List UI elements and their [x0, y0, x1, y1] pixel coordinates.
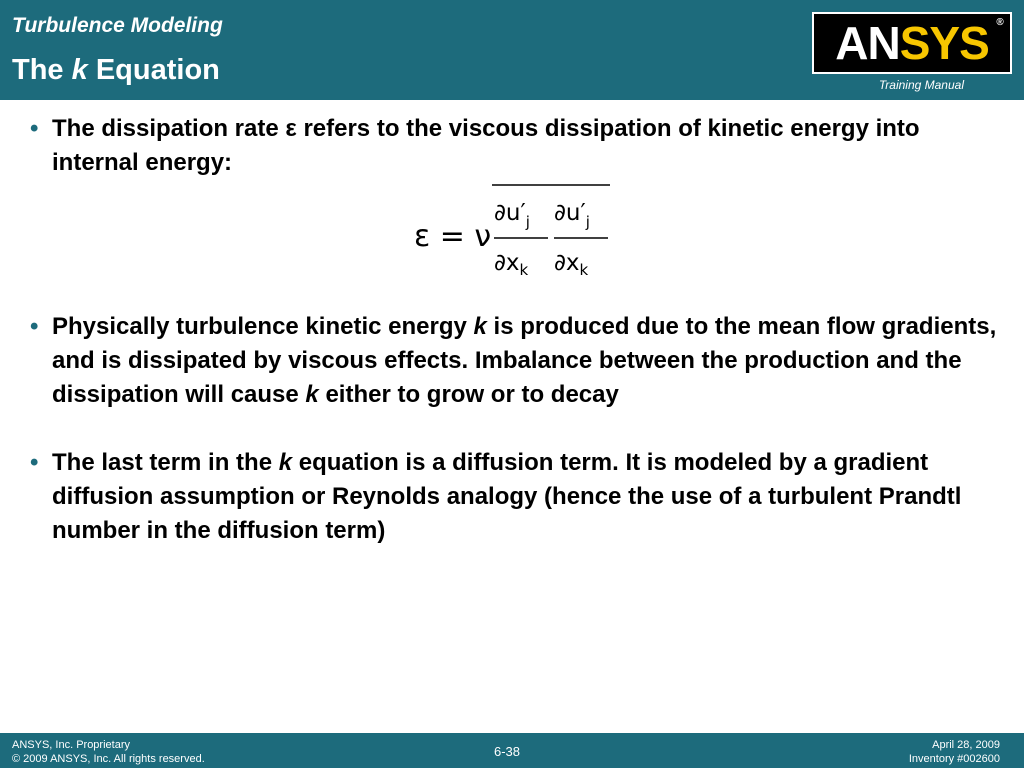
footer-proprietary: ANSYS, Inc. Proprietary [12, 739, 130, 751]
bullet2-text-b: is produced due to the mean flow gradients, and is dissipated by viscous effects. Imbalance between the production and the dissipation will cause [52, 313, 997, 408]
bullet2-text-a: Physically turbulence kinetic energy [52, 313, 467, 340]
bullet2-text-c: either to grow or to decay [325, 381, 619, 408]
denominator-2-main: ∂x [554, 250, 580, 276]
title-prefix: The [12, 54, 64, 86]
header-bar [0, 0, 1024, 100]
title-variable: k [71, 54, 88, 86]
bullet2-k-2: k [305, 381, 319, 408]
numerator-1-sub: j [525, 213, 530, 231]
logo-an: AN [835, 17, 900, 69]
bullet-list [30, 112, 1000, 548]
title-suffix: Equation [95, 54, 220, 86]
numerator-2-main: ∂u′ [554, 200, 586, 226]
denominator-1-sub: k [519, 261, 529, 279]
page-number: 6-38 [494, 744, 521, 759]
bullet3-text-b: equation is a diffusion term. It is modeled by a gradient diffusion assumption or Reynolds analogy (hence the use of a turbulent Prandtl number in the diffusion term) [52, 449, 962, 544]
footer-copyright: © 2009 ANSYS, Inc. All rights reserved. [12, 753, 205, 765]
bullet-dissipation-rate [30, 112, 1000, 180]
bullet1-text: The dissipation rate ε refers to the viscous dissipation of kinetic energy into internal energy: [52, 115, 920, 176]
logo-sys: SYS [899, 17, 989, 69]
numerator-1-main: ∂u′ [494, 200, 526, 226]
bullet3-k: k [278, 449, 293, 476]
footer-date: April 28, 2009 [932, 739, 1000, 751]
slide-subtitle: Turbulence Modeling [12, 14, 223, 37]
training-manual-label: Training Manual [878, 78, 964, 92]
equation-lhs: ε = ν [414, 219, 492, 254]
slide-title [12, 54, 220, 87]
numerator-1 [494, 200, 530, 231]
footer-right [909, 738, 1000, 766]
denominator-1-main: ∂x [494, 250, 520, 276]
bullet-production [30, 310, 1000, 412]
footer-bar [0, 733, 1024, 768]
logo-registered-mark: ® [996, 17, 1003, 28]
dissipation-equation [410, 180, 620, 280]
denominator-1 [494, 250, 529, 279]
ansys-logo [812, 12, 1012, 74]
bullet3-text-a: The last term in the [52, 449, 273, 476]
footer-inventory: Inventory #002600 [908, 753, 1000, 765]
denominator-2-sub: k [579, 261, 589, 279]
denominator-2 [554, 250, 589, 279]
logo-wordmark [835, 17, 1003, 69]
numerator-2-sub: j [585, 213, 590, 231]
numerator-2 [554, 200, 590, 231]
bullet-diffusion-term [30, 446, 1000, 548]
bullet2-k-1: k [473, 313, 487, 340]
footer-left [12, 738, 205, 766]
